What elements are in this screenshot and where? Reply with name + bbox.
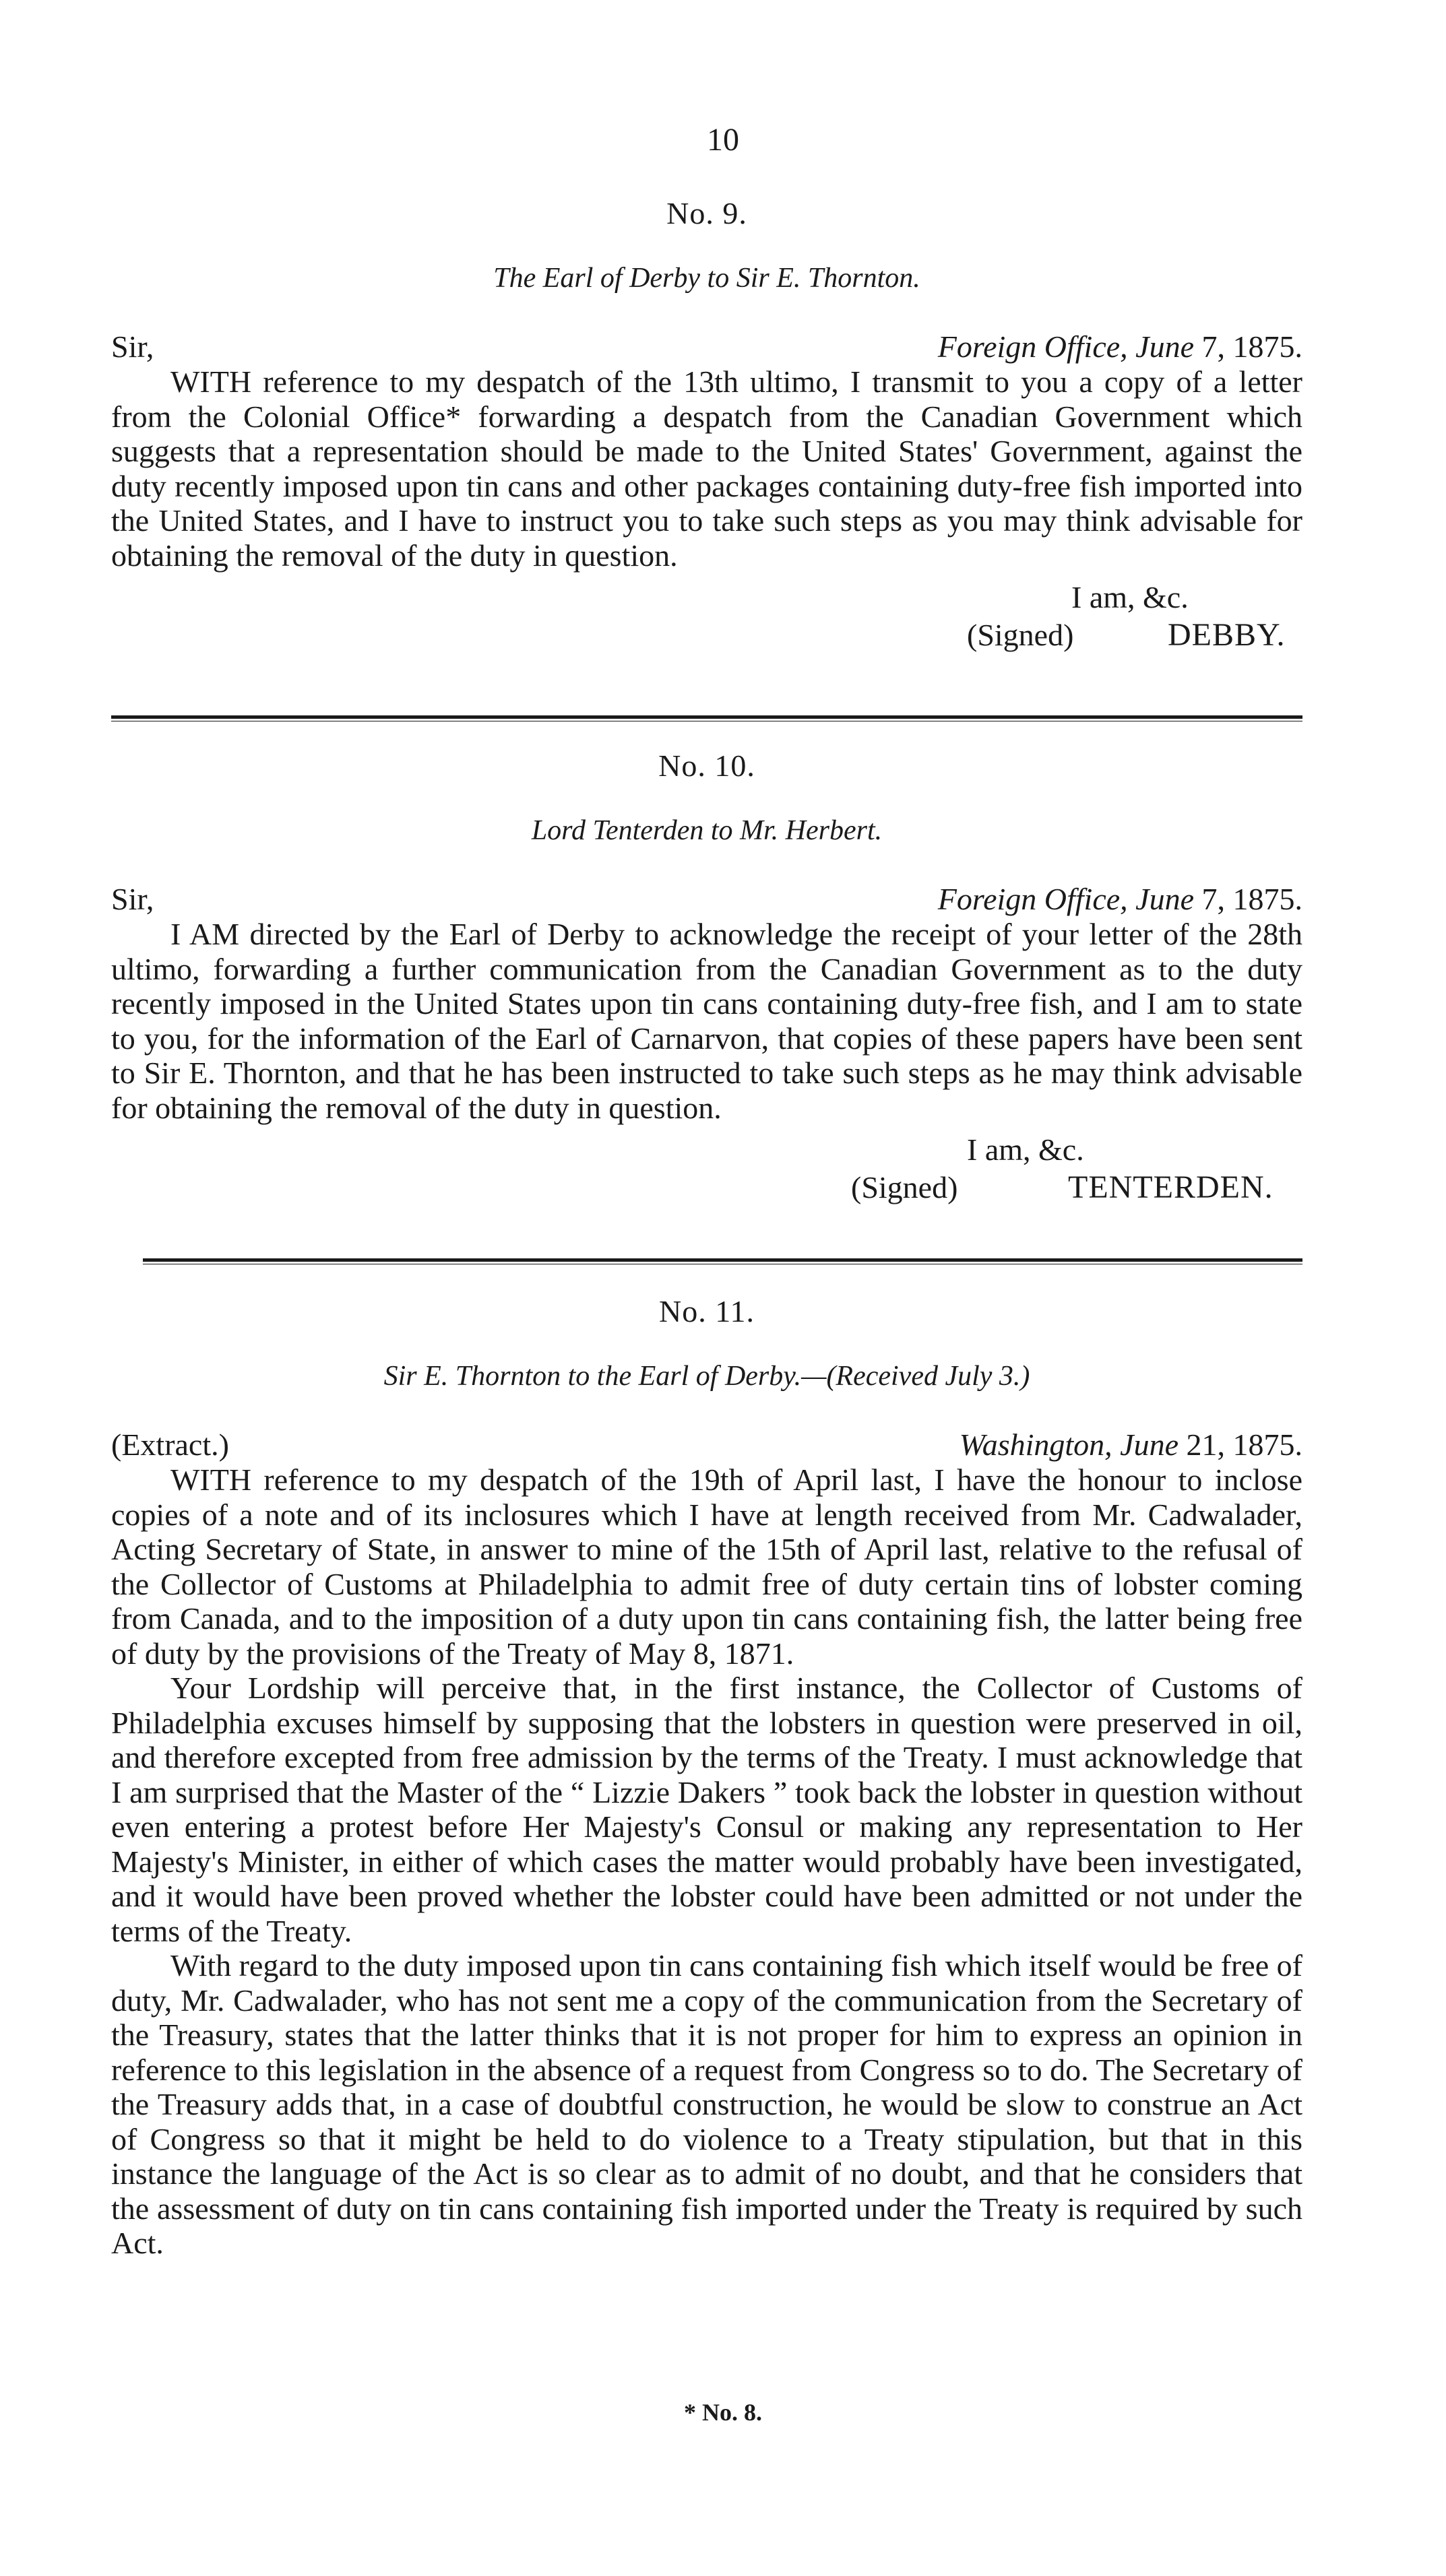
closing (111, 1132, 1302, 1207)
page-number: 10 (707, 122, 739, 158)
letter-paragraph: With regard to the duty imposed upon tin cans containing fish which itself would be free of duty, Mr. Cadwalader, who has not sent me a copy of the communication from the Secretary of the Treasury, states that the latter thinks that it is not proper for him to express an opinion in reference to this legislation in the absence of a request from Congress so to do. The Secretary of the Treasury adds that, in a case of doubtful construction, he would be slow to construe an Act of Congress so that it might be held to do violence to a Treaty stipulation, but that in this instance the language of the Act is so clear as to admit of no doubt, and that he considers that the assessment of duty on tin cans containing fish imported under the Treaty is required by such Act. (111, 1948, 1302, 2260)
letter-no-11 (111, 1293, 1302, 2261)
letter-number: No. 10. (658, 748, 755, 783)
closing-formula: I am, &c. (967, 1132, 1084, 1167)
signed-label: (Signed) (967, 618, 1074, 652)
section-divider (111, 715, 1302, 719)
letter-paragraph: I AM directed by the Earl of Derby to acknowledge the receipt of your letter of the 28th ultimo, forwarding a further communication from the Canadian Government as to the duty recently imposed in the United States upon tin cans containing duty-free fish, and I am to state to you, for the information of the Earl of Carnarvon, that copies of these papers have been sent to Sir E. Thornton, and that he has been instructed to take such steps as he may think advisable for obtaining the removal of the duty in question. (111, 917, 1302, 1125)
letter-paragraph: WITH reference to my despatch of the 19th of April last, I have the honour to inclose copies of a note and of its inclosures which I have at length received from Mr. Cadwalader, Acting Secretary of State, in answer to mine of the 15th of April last, relative to the refusal of the Collector of Customs at Philadelphia to admit free of duty certain tins of lobster coming from Canada, and to the imposition of a duty upon tin cans containing fish, the latter being free of duty by the provisions of the Treaty of May 8, 1871. (111, 1462, 1302, 1671)
place-date (938, 882, 1302, 917)
place: Foreign Office, June (937, 882, 1194, 916)
salutation: Sir, (111, 329, 154, 364)
date: 7, 1875. (1201, 882, 1302, 916)
letter-no-9 (111, 195, 1302, 655)
signed-label: (Signed) (851, 1170, 958, 1204)
place-date (938, 329, 1302, 364)
dateline (111, 1427, 1302, 1462)
letter-no-10 (111, 748, 1302, 1207)
salutation: (Extract.) (111, 1427, 229, 1462)
place: Foreign Office, June (937, 329, 1194, 364)
letter-paragraph: WITH reference to my despatch of the 13th ultimo, I transmit to you a copy of a letter from the Colonial Office* forwarding a despatch from the Canadian Government which suggests that a representation should be made to the United States' Government, against the duty recently imposed upon tin cans and other packages containing duty-free fish imported into the United States, and I have to instruct you to take such steps as you may think advisable for obtaining the removal of the duty in question. (111, 364, 1302, 573)
date: 21, 1875. (1186, 1427, 1302, 1462)
section-divider (143, 1258, 1302, 1262)
letter-number: No. 9. (666, 196, 747, 230)
date: 7, 1875. (1201, 329, 1302, 364)
dateline (111, 329, 1302, 364)
closing (111, 579, 1302, 655)
dateline (111, 882, 1302, 917)
letter-paragraph: Your Lordship will perceive that, in the first instance, the Collector of Customs of Philadelphia excuses himself by supposing that the lobsters in question were preserved in oil, and therefore excepted from free admission by the terms of the Treaty. I must acknowledge that I am surprised that the Master of the “ Lizzie Dakers ” took back the lobster in question without even entering a protest before Her Majesty's Consul or making any representation to Her Majesty's Minister, in either of which cases the matter would probably have been investigated, and it would have been proved whether the lobster could have been admitted or not under the terms of the Treaty. (111, 1671, 1302, 1948)
place-date (960, 1427, 1302, 1462)
letter-heading: Sir E. Thornton to the Earl of Derby.—(Received July 3.) (383, 1361, 1030, 1392)
signer-name: DEBBY. (1168, 617, 1286, 653)
letter-heading: Lord Tenterden to Mr. Herbert. (531, 815, 883, 846)
place: Washington, June (959, 1427, 1178, 1462)
letter-number: No. 11. (658, 1294, 755, 1328)
signer-name: TENTERDEN. (1068, 1169, 1274, 1205)
footnote: * No. 8. (684, 2399, 762, 2426)
closing-formula: I am, &c. (1071, 580, 1189, 614)
letter-heading: The Earl of Derby to Sir E. Thornton. (493, 263, 920, 294)
salutation: Sir, (111, 882, 154, 916)
